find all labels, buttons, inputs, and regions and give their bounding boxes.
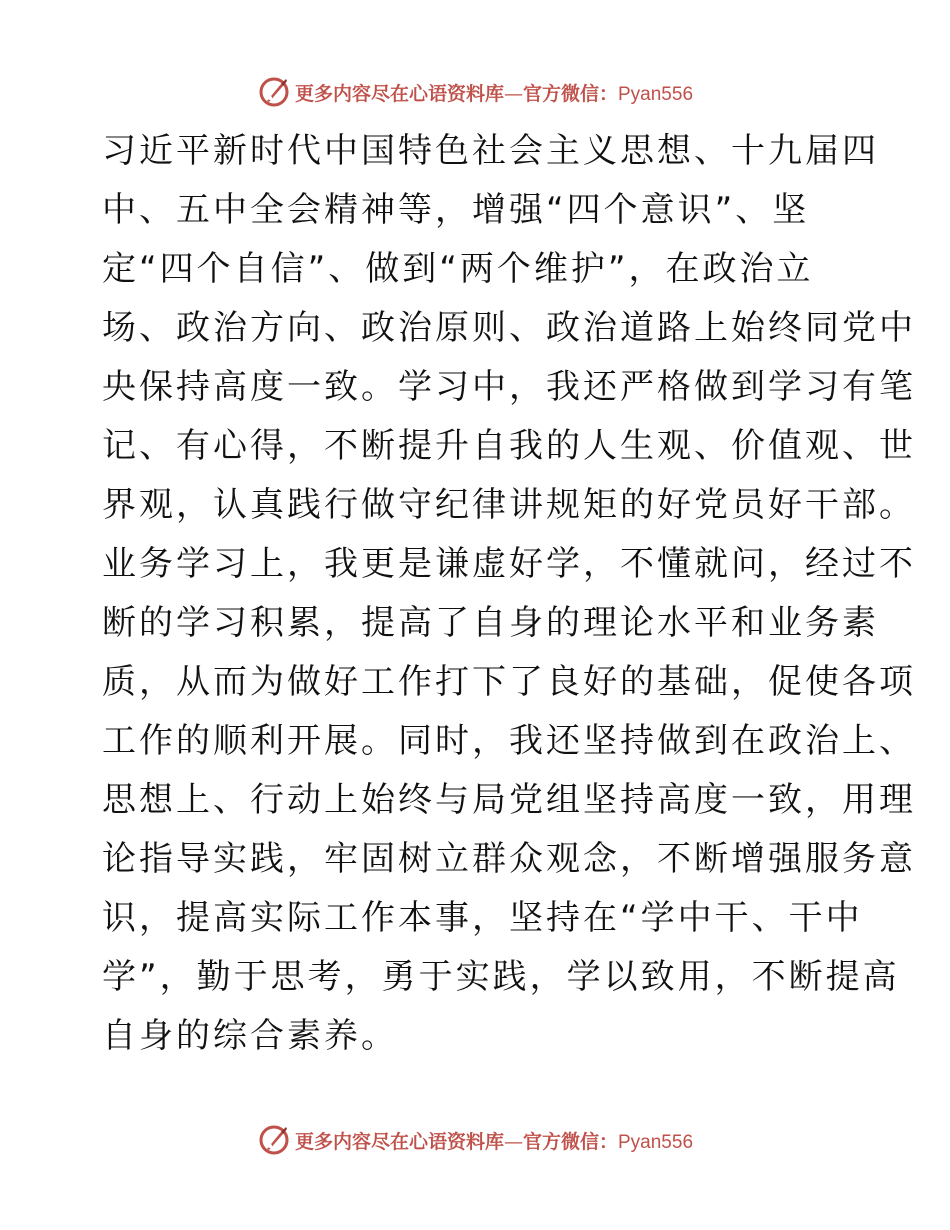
body-line-14: 识，提高实际工作本事，坚持在“学中干、干中 <box>102 898 863 938</box>
header-banner-account: Pyan556 <box>618 83 694 105</box>
body-line-15: 学”，勤于思考，勇于实践，学以致用，不断提高 <box>102 957 900 997</box>
body-line-1: 习近平新时代中国特色社会主义思想、十九届四 <box>102 131 879 171</box>
footer-banner-title: 更多内容尽在心语资料库 <box>294 1130 504 1153</box>
header-banner-separator: — <box>503 82 523 105</box>
body-line-16: 自身的综合素养。 <box>102 1016 398 1056</box>
body-line-12: 思想上、行动上始终与局党组坚持高度一致，用理 <box>102 780 916 820</box>
quill-pen-circle-icon <box>257 75 291 109</box>
body-line-7: 界观，认真践行做守纪律讲规矩的好党员好干部。 <box>102 485 916 525</box>
body-line-5: 央保持高度一致。学习中，我还严格做到学习有笔 <box>102 367 916 407</box>
footer-banner-separator: — <box>503 1130 523 1153</box>
body-line-3: 定“四个自信”、做到“两个维护”，在政治立 <box>102 249 814 289</box>
header-banner-label: 官方微信： <box>522 82 618 105</box>
body-line-10: 质，从而为做好工作打下了良好的基础，促使各项 <box>102 662 916 702</box>
footer-banner <box>0 1120 950 1160</box>
body-line-6: 记、有心得，不断提升自我的人生观、价值观、世 <box>102 426 916 466</box>
footer-banner-label: 官方微信： <box>522 1130 618 1153</box>
header-banner-title: 更多内容尽在心语资料库 <box>294 82 504 105</box>
body-line-13: 论指导实践，牢固树立群众观念，不断增强服务意 <box>102 839 916 879</box>
quill-pen-circle-icon <box>257 1123 291 1157</box>
footer-banner-text <box>295 1127 693 1154</box>
body-line-11: 工作的顺利开展。同时，我还坚持做到在政治上、 <box>102 721 916 761</box>
document-body <box>102 122 916 1066</box>
body-line-2: 中、五中全会精神等，增强“四个意识”、坚 <box>102 190 810 230</box>
body-line-9: 断的学习积累，提高了自身的理论水平和业务素 <box>102 603 879 643</box>
header-banner-text <box>295 79 693 106</box>
body-line-4: 场、政治方向、政治原则、政治道路上始终同党中 <box>102 308 916 348</box>
header-banner <box>0 72 950 112</box>
footer-banner-account: Pyan556 <box>618 1131 694 1153</box>
body-line-8: 业务学习上，我更是谦虚好学，不懂就问，经过不 <box>102 544 916 584</box>
